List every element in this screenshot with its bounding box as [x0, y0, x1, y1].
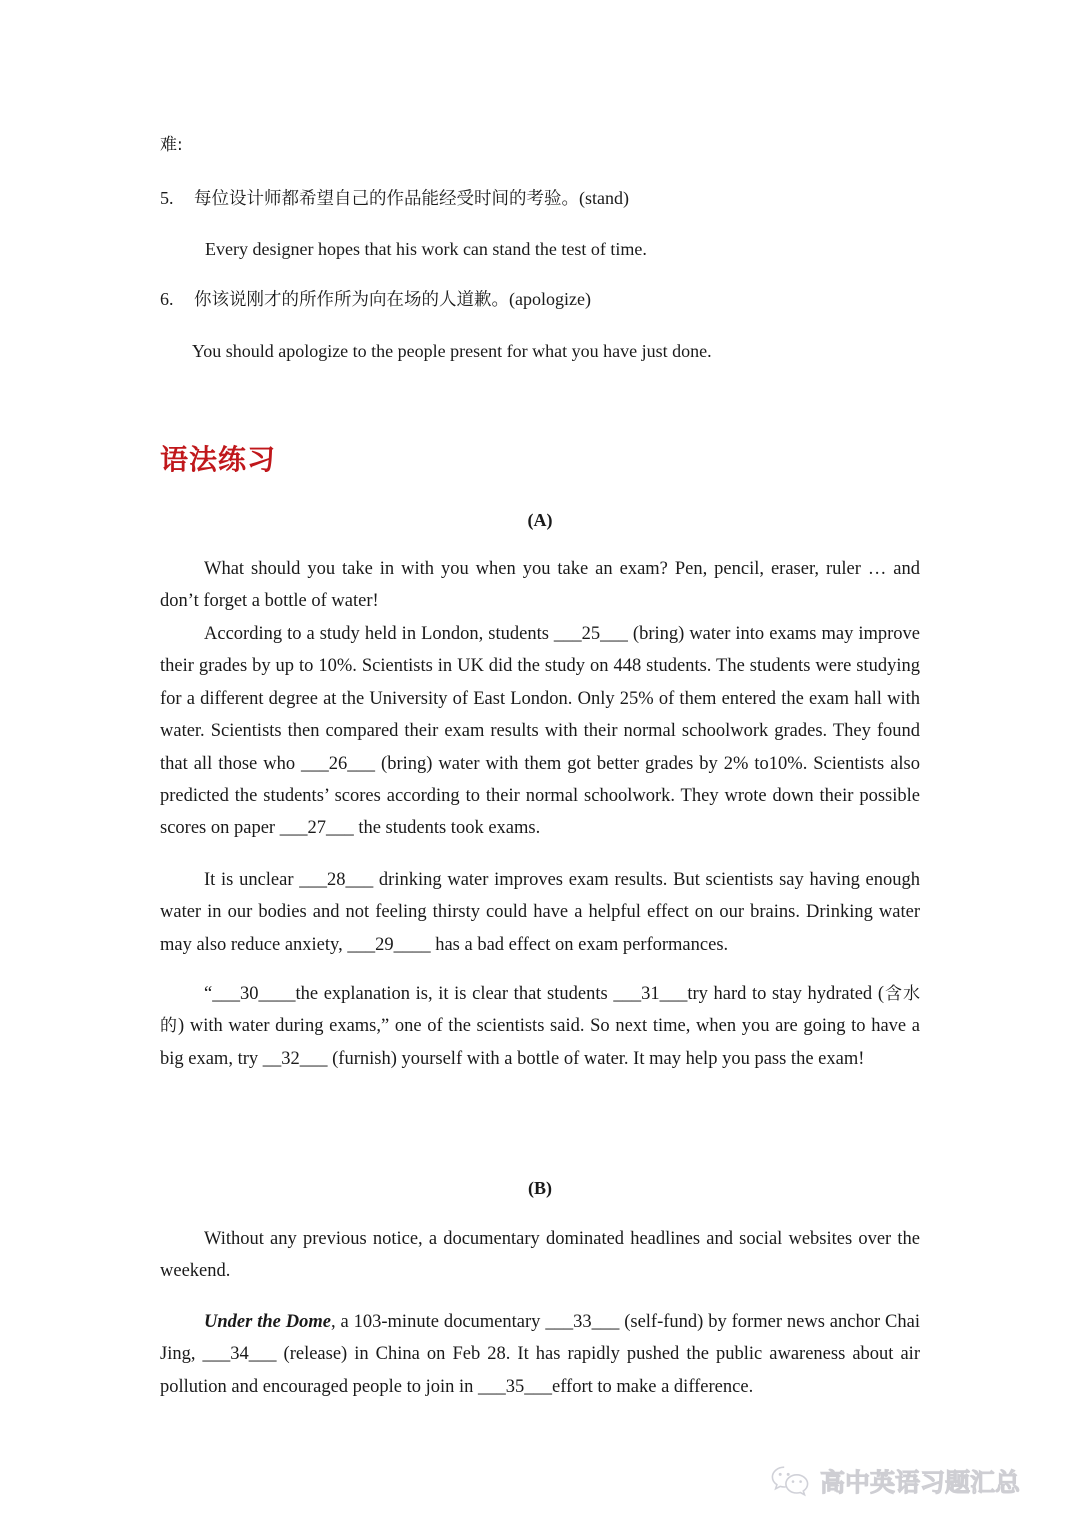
part-b-paragraph-1: Without any previous notice, a documentary dominated headlines and social websites over the weekend. — [160, 1229, 920, 1282]
paragraph-text-after-gloss: ) with water during exams,” one of the scientists said. So next time, when you are going to have a big exam, try __32___ (furnish) yourself with a bottle of water. It may help you pass the exam! — [160, 1016, 921, 1069]
item-chinese-prompt: 每位设计师都希望自己的作品能经受时间的考验。 — [194, 189, 579, 209]
item-word-cue: (stand) — [579, 188, 629, 208]
section-heading-grammar-practice: 语法练习 — [160, 443, 277, 476]
chinese-gloss: 含水的 — [160, 984, 920, 1037]
part-a-paragraph-1: What should you take in with you when you take an exam? Pen, pencil, eraser, ruler … and don’t forget a bottle of water! — [160, 559, 920, 612]
part-marker-a: (A) — [527, 510, 553, 530]
part-a-paragraph-3: It is unclear ___28___ drinking water improves exam results. But scientists say having enough water in our bodies and not feeling thirsty could have a helpful effect on our brains. Drinking water may also reduce anxiety, ___29____ has a bad effect on exam performances. — [160, 870, 920, 955]
watermark-text: 高中英语习题汇总 — [820, 1468, 1021, 1497]
footer-watermark — [770, 1455, 1050, 1507]
item-word-cue: (apologize) — [509, 289, 591, 309]
paragraph-text-before-gloss: “___30____the explanation is, it is clear that students ___31___try hard to stay hydrated ( — [204, 984, 884, 1004]
part-b-paragraph-2 — [160, 1306, 920, 1403]
item-number: 5. — [160, 188, 174, 208]
part-a-paragraph-4 — [160, 978, 920, 1075]
paragraph-text-rest: , a 103-minute documentary ___33___ (self-fund) by former news anchor Chai Jing, ___34___ (release) in China on Feb 28. It has rapidly pushed the public awareness about air pollution and encouraged people to join in ___35___effort to make a difference. — [160, 1312, 920, 1397]
item-number: 6. — [160, 289, 174, 309]
part-marker-b: (B) — [528, 1178, 552, 1198]
translation-item-5 — [160, 185, 920, 212]
hard-label: 难: — [160, 135, 183, 155]
item-chinese-prompt: 你该说刚才的所作所为向在场的人道歉。 — [194, 290, 509, 310]
translation-item-6 — [160, 286, 920, 313]
documentary-title: Under the Dome — [204, 1312, 331, 1332]
wechat-icon — [770, 1463, 812, 1499]
translation-answer-5: Every designer hopes that his work can stand the test of time. — [205, 239, 647, 259]
part-a-paragraph-2: According to a study held in London, students ___25___ (bring) water into exams may improve their grades by up to 10%. Scientists in UK did the study on 448 students. The students were studying for a different degree at the University of East London. Only 25% of them entered the exam hall with water. Scientists then compared their exam results with their normal schoolwork grades. They found that all those who ___26___ (bring) water with them got better grades by 2% to10%. Scientists also predicted the students’ scores according to their normal schoolwork. They wrote down their possible scores on paper ___27___ the students took exams. — [160, 624, 920, 839]
translation-answer-6: You should apologize to the people present for what you have just done. — [192, 341, 712, 361]
